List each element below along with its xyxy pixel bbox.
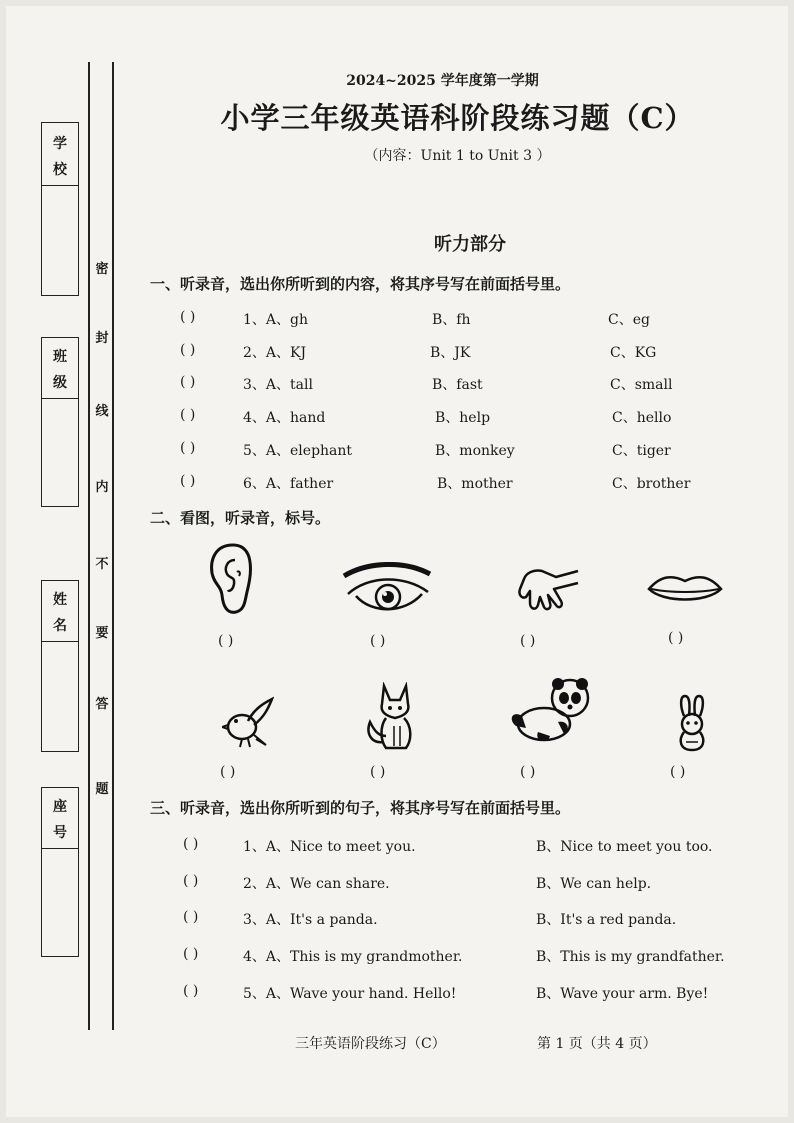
name-box (41, 580, 79, 752)
sentence-b: B、It's a red panda. (536, 912, 677, 928)
school-box (41, 122, 79, 296)
sentence-a: 3、A、It's a panda. (243, 912, 378, 928)
answer-blank[interactable]: ( ) (183, 836, 199, 852)
answer-blank[interactable]: ( ) (180, 473, 196, 489)
option-b: B、fast (432, 377, 483, 393)
seal-char: 线 (95, 404, 109, 419)
option-b: B、mother (437, 476, 513, 492)
hand-icon (516, 563, 582, 615)
option-c: C、brother (612, 476, 691, 492)
sentence-b: B、We can help. (536, 876, 652, 892)
seal-char: 不 (95, 557, 109, 572)
option-c: C、small (610, 377, 673, 393)
seat-label-2: 号 (53, 825, 67, 841)
page-title: 小学三年级英语科阶段练习题（C） (220, 101, 695, 135)
year-term: 2024~2025 学年度第一学期 (346, 73, 539, 89)
seal-char: 要 (95, 626, 109, 641)
option-a: 6、A、father (243, 476, 334, 492)
answer-blank[interactable]: ( ) (370, 633, 386, 649)
seat-box (41, 787, 79, 957)
section1-heading: 一、听录音，选出你所听到的内容，将其序号写在前面括号里。 (150, 275, 571, 293)
answer-blank[interactable]: ( ) (520, 633, 536, 649)
answer-blank[interactable]: ( ) (183, 873, 199, 889)
answer-blank[interactable]: ( ) (180, 407, 196, 423)
sentence-b: B、Wave your arm. Bye! (536, 986, 709, 1002)
option-c: C、hello (612, 410, 672, 426)
answer-blank[interactable]: ( ) (180, 440, 196, 456)
option-b: B、help (435, 410, 491, 426)
answer-blank[interactable]: ( ) (183, 946, 199, 962)
content-range: （内容：Unit 1 to Unit 3 ） (364, 148, 551, 164)
school-label-2: 校 (53, 162, 67, 178)
option-c: C、eg (608, 312, 650, 328)
answer-blank[interactable]: ( ) (180, 342, 196, 358)
school-label-1: 学 (53, 136, 67, 152)
answer-blank[interactable]: ( ) (670, 764, 686, 780)
option-a: 5、A、elephant (243, 443, 353, 459)
seal-char: 密 (95, 262, 109, 277)
answer-blank[interactable]: ( ) (218, 633, 234, 649)
option-a: 2、A、KJ (243, 345, 307, 361)
listening-part-title: 听力部分 (434, 234, 506, 255)
sentence-b: B、Nice to meet you too. (536, 839, 713, 855)
rabbit-icon (672, 694, 712, 752)
answer-blank[interactable]: ( ) (183, 983, 199, 999)
binding-line-left (88, 62, 90, 1030)
eye-icon (342, 562, 432, 618)
mouth-icon (647, 571, 723, 607)
answer-blank[interactable]: ( ) (220, 764, 236, 780)
sentence-a: 2、A、We can share. (243, 876, 390, 892)
name-label-1: 姓 (53, 592, 67, 608)
seal-char: 内 (95, 480, 109, 495)
seal-char: 答 (95, 697, 109, 712)
option-a: 3、A、tall (243, 377, 313, 393)
class-label-2: 级 (53, 375, 67, 391)
sentence-b: B、This is my grandfather. (536, 949, 725, 965)
binding-line-right (112, 62, 114, 1030)
page-number: 第 1 页（共 4 页） (537, 1036, 657, 1052)
class-label-1: 班 (53, 349, 67, 365)
option-a: 1、A、gh (243, 312, 308, 328)
option-c: C、KG (610, 345, 657, 361)
answer-blank[interactable]: ( ) (183, 909, 199, 925)
option-b: B、monkey (435, 443, 515, 459)
option-b: B、JK (430, 345, 471, 361)
option-a: 4、A、hand (243, 410, 326, 426)
seal-char: 题 (95, 782, 109, 797)
answer-blank[interactable]: ( ) (668, 630, 684, 646)
seat-label-1: 座 (53, 799, 67, 815)
answer-blank[interactable]: ( ) (520, 764, 536, 780)
option-c: C、tiger (612, 443, 671, 459)
class-box (41, 337, 79, 507)
answer-blank[interactable]: ( ) (370, 764, 386, 780)
option-b: B、fh (432, 312, 471, 328)
name-label-2: 名 (53, 618, 67, 634)
section3-heading: 三、听录音，选出你所听到的句子，将其序号写在前面括号里。 (150, 799, 571, 817)
sentence-a: 1、A、Nice to meet you. (243, 839, 416, 855)
bird-icon (222, 695, 274, 751)
ear-icon (205, 540, 255, 618)
footer-exam-name: 三年英语阶段练习（C） (295, 1036, 446, 1052)
seal-char: 封 (95, 331, 109, 346)
fox-icon (364, 682, 428, 752)
sentence-a: 5、A、Wave your hand. Hello! (243, 986, 457, 1002)
section2-heading: 二、看图，听录音，标号。 (150, 509, 331, 527)
sentence-a: 4、A、This is my grandmother. (243, 949, 463, 965)
answer-blank[interactable]: ( ) (180, 309, 196, 325)
answer-blank[interactable]: ( ) (180, 374, 196, 390)
panda-icon (508, 676, 592, 746)
